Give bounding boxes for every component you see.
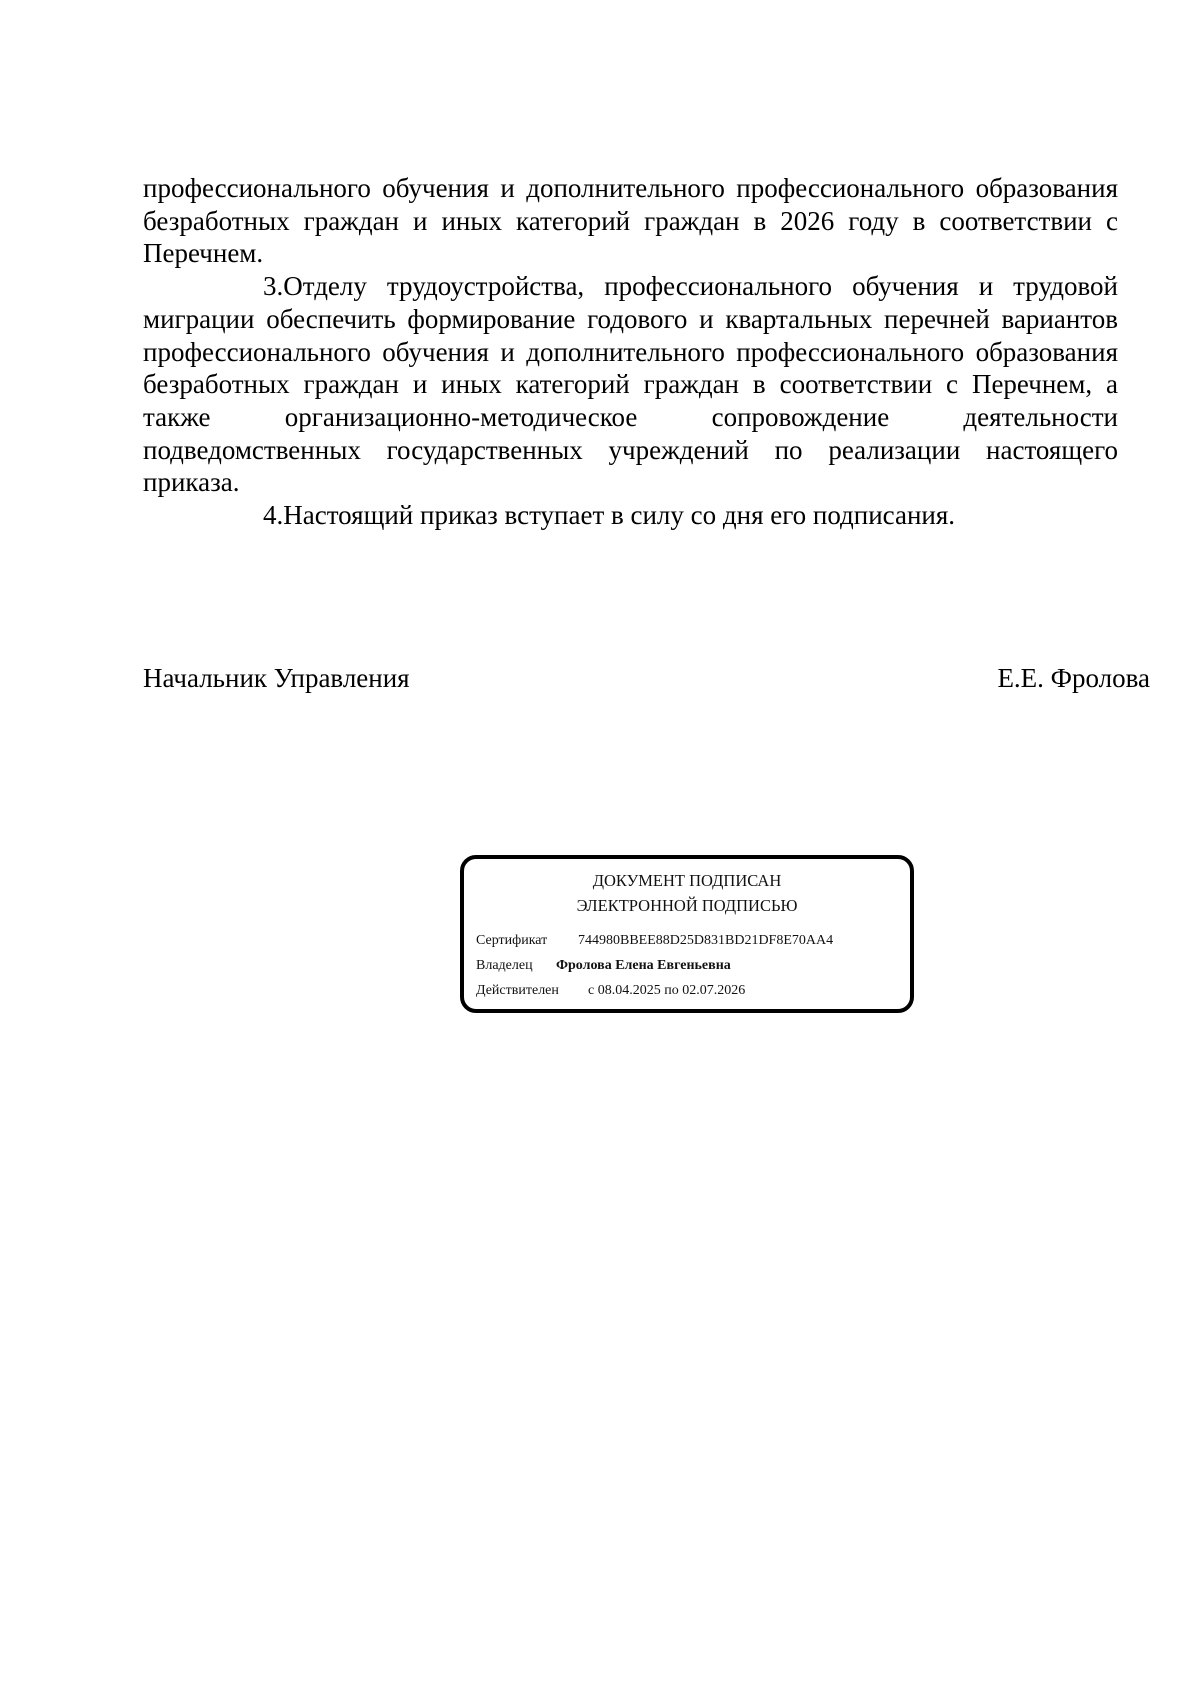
list-item-3 — [143, 270, 1118, 499]
owner-value: Фролова Елена Евгеньевна — [556, 958, 731, 973]
signatory-name: Е.Е. Фролова — [997, 663, 1150, 693]
stamp-owner-row — [476, 957, 731, 975]
signatory-title: Начальник Управления — [143, 663, 410, 693]
certificate-label: Сертификат — [476, 933, 548, 948]
validity-label: Действителен — [476, 983, 559, 998]
certificate-value: 744980BBEE88D25D831BD21DF8E70AA4 — [578, 933, 834, 948]
list-item-4 — [143, 499, 1118, 532]
stamp-certificate-row — [476, 932, 833, 950]
list-item-4-text: Настоящий приказ вступает в силу со дня его подписания. — [283, 500, 956, 531]
validity-value: с 08.04.2025 по 02.07.2026 — [588, 983, 746, 998]
stamp-validity-row — [476, 982, 745, 1000]
stamp-header-line-1: ДОКУМЕНТ ПОДПИСАН — [592, 871, 782, 890]
document-body — [143, 172, 1118, 532]
owner-label: Владелец — [476, 958, 533, 973]
list-item-3-number: 3. — [263, 271, 284, 302]
list-item-3-text: Отделу трудоустройства, профессионального обучения и трудовой миграции обеспечить формирование годового и квартальных перечней вариантов профессионального обучения и дополнительного профессионального образования безработных граждан и иных категорий граждан в соответствии с Перечнем, а также организационно-методическое сопровождение деятельности подведомственных государственных учреждений по реализации настоящего приказа. — [143, 271, 1118, 498]
stamp-header — [464, 868, 910, 918]
electronic-signature-stamp — [460, 855, 914, 1013]
stamp-header-line-2: ЭЛЕКТРОННОЙ ПОДПИСЬЮ — [576, 896, 798, 915]
list-item-4-number: 4. — [263, 500, 284, 531]
paragraph-continuation: профессионального обучения и дополнительного профессионального образования безработных граждан и иных категорий граждан в 2026 году в соответствии с Перечнем. — [143, 173, 1118, 269]
